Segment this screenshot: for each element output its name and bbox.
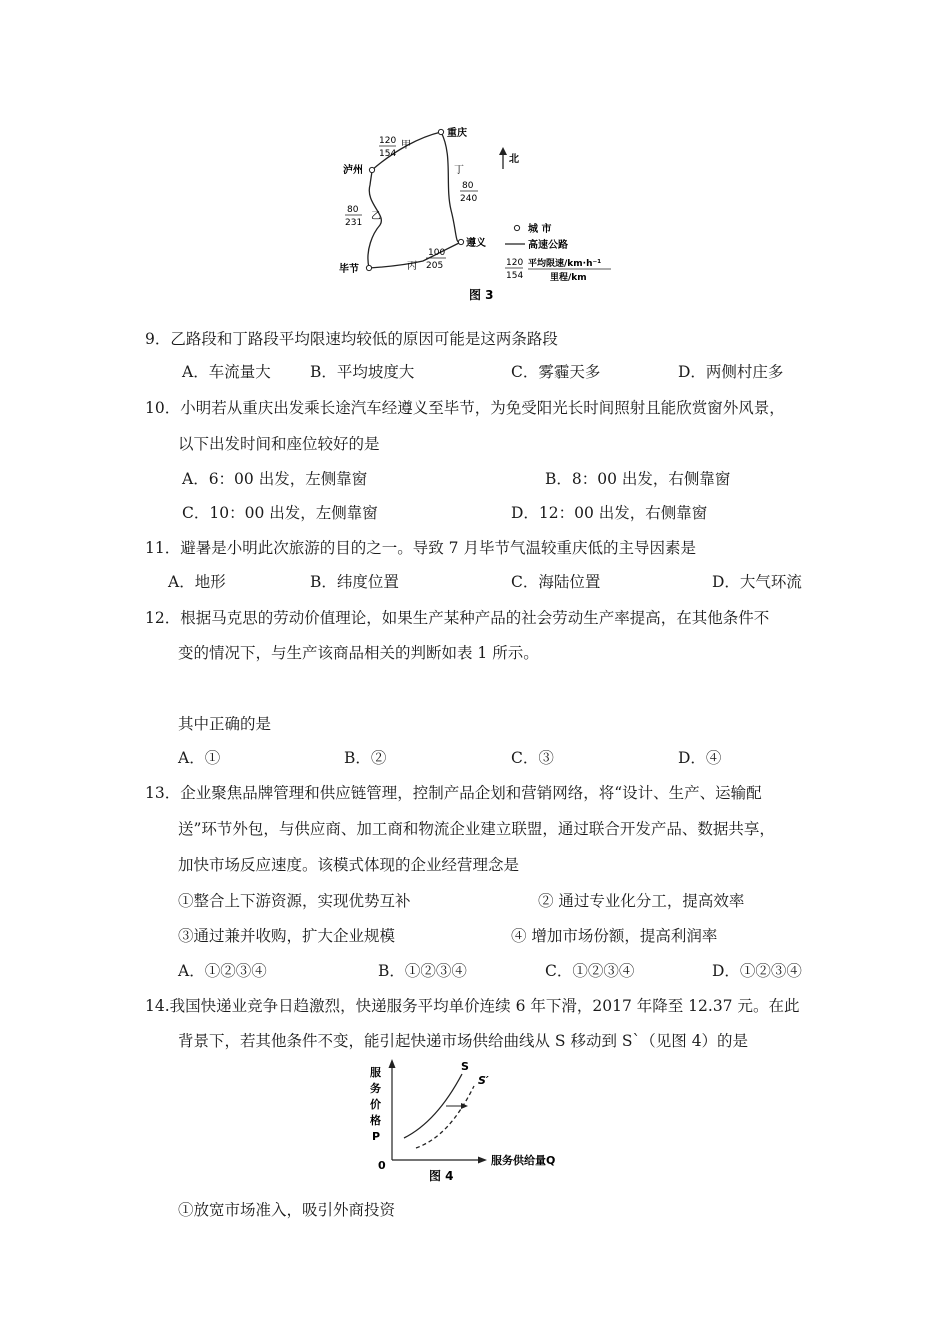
q9-option-a[interactable]: A．车流量大 — [182, 363, 271, 381]
q12-stem-line2: 变的情况下，与生产该商品相关的判断如表 1 所示。 — [178, 644, 539, 662]
segment-jia-name: 甲 — [401, 140, 411, 151]
q13-option-b[interactable]: B．①②③④ — [378, 962, 467, 980]
fig4-xlabel: 服务供给量Q — [491, 1154, 556, 1167]
q10-option-a[interactable]: A．6：00 出发，左侧靠窗 — [182, 470, 368, 488]
figure-3-caption: 图 3 — [469, 288, 494, 302]
legend-distance-label: 里程/km — [550, 273, 587, 283]
legend-example-speed: 120 — [506, 258, 524, 268]
q12-option-b[interactable]: B．② — [344, 749, 387, 767]
q9-option-b[interactable]: B．平均坡度大 — [310, 363, 415, 381]
q13-option-a[interactable]: A．①②③④ — [178, 962, 267, 980]
north-label: 北 — [509, 154, 519, 165]
figure-3-route-map — [335, 115, 625, 305]
figure-4-supply-curve — [360, 1056, 580, 1186]
q11-option-b[interactable]: B．纬度位置 — [310, 573, 399, 591]
q13-option-c[interactable]: C．①②③④ — [545, 962, 635, 980]
q13-stem-line2: 送”环节外包，与供应商、加工商和物流企业建立联盟，通过联合开发产品、数据共享， — [178, 820, 775, 838]
city-label-chongqing: 重庆 — [447, 128, 467, 139]
q13-stem-line1: 13．企业聚焦品牌管理和供应链管理，控制产品企划和营销网络，将“设计、生产、运输配 — [145, 784, 762, 802]
fig4-curve-s-prime — [416, 1086, 474, 1148]
legend-city-label: 城 市 — [528, 224, 552, 235]
segment-yi-distance: 231 — [345, 218, 363, 228]
q10-option-b[interactable]: B．8：00 出发，右侧靠窗 — [545, 470, 731, 488]
q9-stem: 9．乙路段和丁路段平均限速均较低的原因可能是这两条路段 — [145, 330, 558, 348]
q11-stem: 11．避暑是小明此次旅游的目的之一。导致 7 月毕节气温较重庆低的主导因素是 — [145, 539, 696, 557]
q13-stem-line3: 加快市场反应速度。该模式体现的企业经营理念是 — [178, 856, 520, 874]
q13-item-1: ①整合上下游资源，实现优势互补 — [178, 892, 411, 910]
segment-bing-name: 丙 — [407, 261, 417, 272]
fig4-origin: 0 — [378, 1159, 386, 1172]
segment-jia-speed: 120 — [379, 136, 397, 146]
q10-option-c[interactable]: C．10：00 出发，左侧靠窗 — [182, 504, 378, 522]
q10-stem-line1: 10．小明若从重庆出发乘长途汽车经遵义至毕节，为免受阳光长时间照射且能欣赏窗外风景， — [145, 399, 785, 417]
q12-option-d[interactable]: D．④ — [678, 749, 722, 767]
fig4-label-s: S — [461, 1060, 469, 1073]
fig4-ylabel-char-5: P — [372, 1130, 381, 1143]
q13-option-d[interactable]: D．①②③④ — [712, 962, 802, 980]
q11-option-c[interactable]: C．海陆位置 — [511, 573, 601, 591]
segment-ding-distance: 240 — [460, 194, 478, 204]
north-arrow-icon — [499, 147, 507, 169]
q10-option-d[interactable]: D．12：00 出发，右侧靠窗 — [511, 504, 708, 522]
fig4-x-arrow-icon — [478, 1157, 487, 1164]
segment-yi-speed: 80 — [347, 205, 359, 215]
q12-option-c[interactable]: C．③ — [511, 749, 554, 767]
fig4-ylabel-char-3: 价 — [370, 1098, 381, 1111]
legend-speed-label: 平均限速/km·h⁻¹ — [528, 259, 602, 269]
q11-option-d[interactable]: D．大气环流 — [712, 573, 802, 591]
city-label-zunyi: 遵义 — [466, 238, 486, 249]
q9-option-c[interactable]: C．雾霾天多 — [511, 363, 601, 381]
city-marker-bijie — [366, 265, 371, 270]
legend-highway-label: 高速公路 — [528, 240, 568, 251]
city-marker-luzhou — [369, 167, 374, 172]
fig4-caption: 图 4 — [429, 1169, 454, 1183]
segment-bing-speed: 100 — [428, 248, 446, 258]
q11-option-a[interactable]: A．地形 — [168, 573, 226, 591]
q9-option-d[interactable]: D．两侧村庄多 — [678, 363, 784, 381]
city-label-luzhou: 泸州 — [343, 165, 363, 176]
city-marker-chongqing — [438, 129, 443, 134]
q13-item-4: ④ 增加市场份额，提高利润率 — [511, 927, 718, 945]
q14-item-1: ①放宽市场准入，吸引外商投资 — [178, 1201, 396, 1219]
road-chongqing-zunyi — [441, 132, 461, 242]
segment-ding-speed: 80 — [462, 181, 474, 191]
q13-item-2: ② 通过专业化分工，提高效率 — [538, 892, 745, 910]
legend-example-distance: 154 — [506, 271, 524, 281]
fig4-ylabel-char-4: 格 — [370, 1114, 381, 1127]
q10-stem-line2: 以下出发时间和座位较好的是 — [178, 435, 380, 453]
segment-ding-name: 丁 — [454, 165, 464, 176]
q12-prompt: 其中正确的是 — [178, 715, 272, 733]
q13-item-3: ③通过兼并收购，扩大企业规模 — [178, 927, 396, 945]
q12-option-a[interactable]: A．① — [178, 749, 221, 767]
segment-yi-name: 乙 — [371, 211, 381, 222]
fig4-ylabel-char-2: 务 — [370, 1082, 381, 1095]
q14-stem-line1: 14.我国快递业竞争日趋激烈，快递服务平均单价连续 6 年下滑，2017 年降至 12.37 元。在此 — [145, 997, 800, 1015]
city-marker-zunyi — [458, 239, 463, 244]
q12-stem-line1: 12．根据马克思的劳动价值理论，如果生产某种产品的社会劳动生产率提高，在其他条件不 — [145, 609, 770, 627]
segment-jia-distance: 154 — [379, 149, 397, 159]
city-label-bijie: 毕节 — [339, 264, 359, 275]
fig4-ylabel-char-1: 服 — [370, 1066, 381, 1079]
q14-stem-line2: 背景下，若其他条件不变，能引起快递市场供给曲线从 S 移动到 S`（见图 4）的是 — [178, 1032, 749, 1050]
fig4-y-arrow-icon — [389, 1059, 396, 1068]
fig4-label-s-prime: S′ — [478, 1074, 489, 1087]
legend-city-icon — [514, 225, 519, 230]
segment-bing-distance: 205 — [426, 261, 444, 271]
